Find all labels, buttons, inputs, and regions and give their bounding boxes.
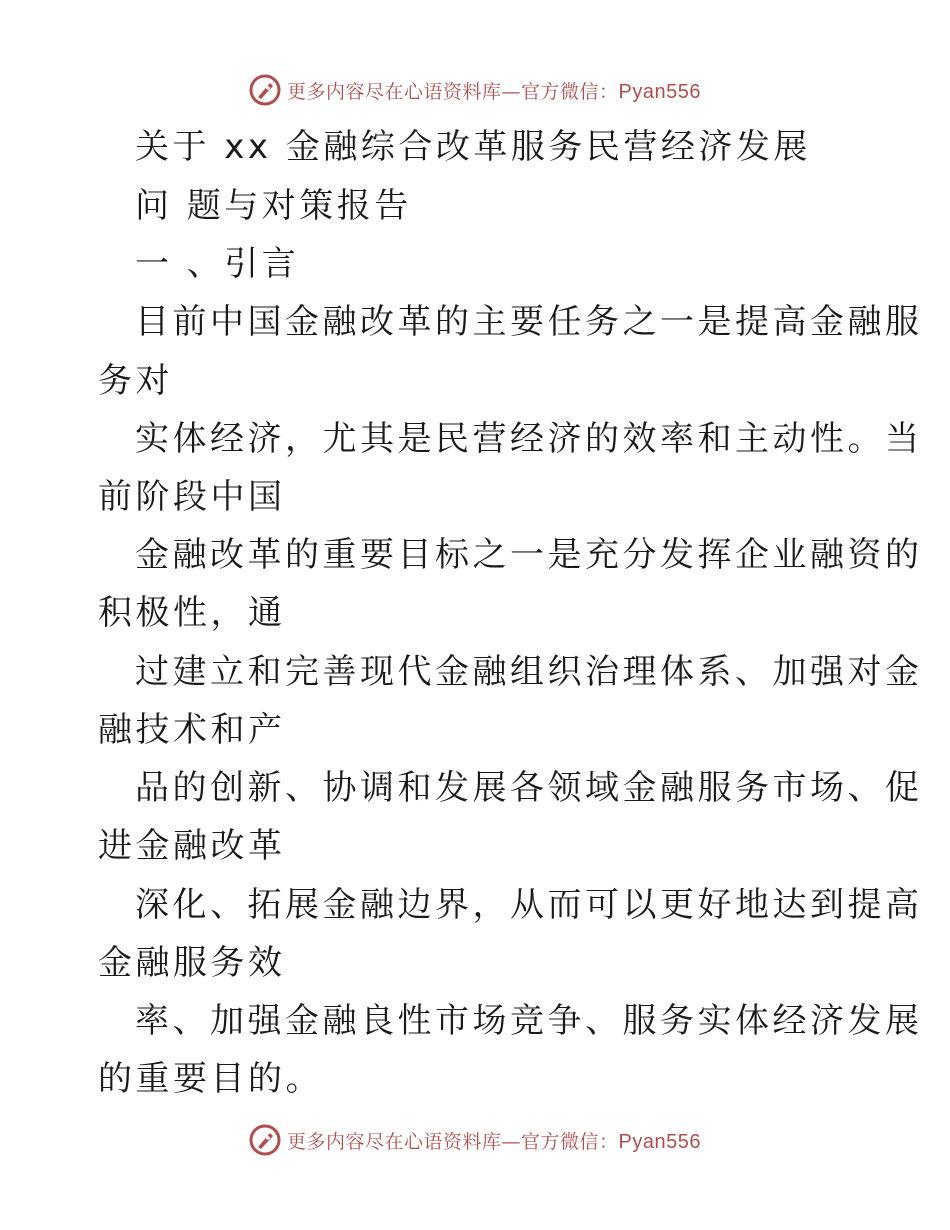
pen-nib-logo-icon — [249, 74, 281, 106]
paragraph-line: 金融改革的重要目标之一是充分发挥企业融资的 — [135, 535, 923, 575]
footer-banner-content — [249, 1124, 701, 1156]
footer-wechat-id: Pyan556 — [618, 1130, 701, 1153]
paragraph-line: 的重要目的。 — [98, 1059, 323, 1099]
paragraph-line: 前阶段中国 — [98, 477, 286, 517]
pen-nib-logo-icon — [249, 1124, 281, 1156]
paragraph-line: 融技术和产 — [98, 710, 286, 750]
paragraph-line: 率、加强金融良性市场竞争、服务实体经济发展 — [135, 1001, 923, 1041]
header-banner-content — [249, 74, 701, 106]
header-banner-text: 更多内容尽在心语资料库—官方微信：Pyan556 — [287, 80, 701, 103]
section-heading-intro: 一 、引言 — [135, 244, 300, 284]
footer-banner-text: 更多内容尽在心语资料库—官方微信：Pyan556 — [287, 1130, 701, 1153]
paragraph-line: 金融服务效 — [98, 943, 286, 983]
header-banner — [0, 70, 950, 110]
paragraph-line: 深化、拓展金融边界，从而可以更好地达到提高 — [135, 885, 923, 925]
document-title-line-1: 关于 xx 金融综合改革服务民营经济发展 — [135, 127, 811, 167]
paragraph-line: 品的创新、协调和发展各领域金融服务市场、促 — [135, 768, 923, 808]
paragraph-line: 过建立和完善现代金融组织治理体系、加强对金 — [135, 652, 923, 692]
paragraph-line: 实体经济，尤其是民营经济的效率和主动性。当 — [135, 419, 923, 459]
paragraph-line: 目前中国金融改革的主要任务之一是提高金融服 — [135, 302, 923, 342]
paragraph-line: 进金融改革 — [98, 826, 286, 866]
header-wechat-id: Pyan556 — [618, 80, 701, 103]
paragraph-line: 务对 — [98, 361, 173, 401]
document-title-line-2: 问 题与对策报告 — [135, 186, 412, 226]
footer-banner — [0, 1120, 950, 1160]
paragraph-line: 积极性，通 — [98, 593, 286, 633]
